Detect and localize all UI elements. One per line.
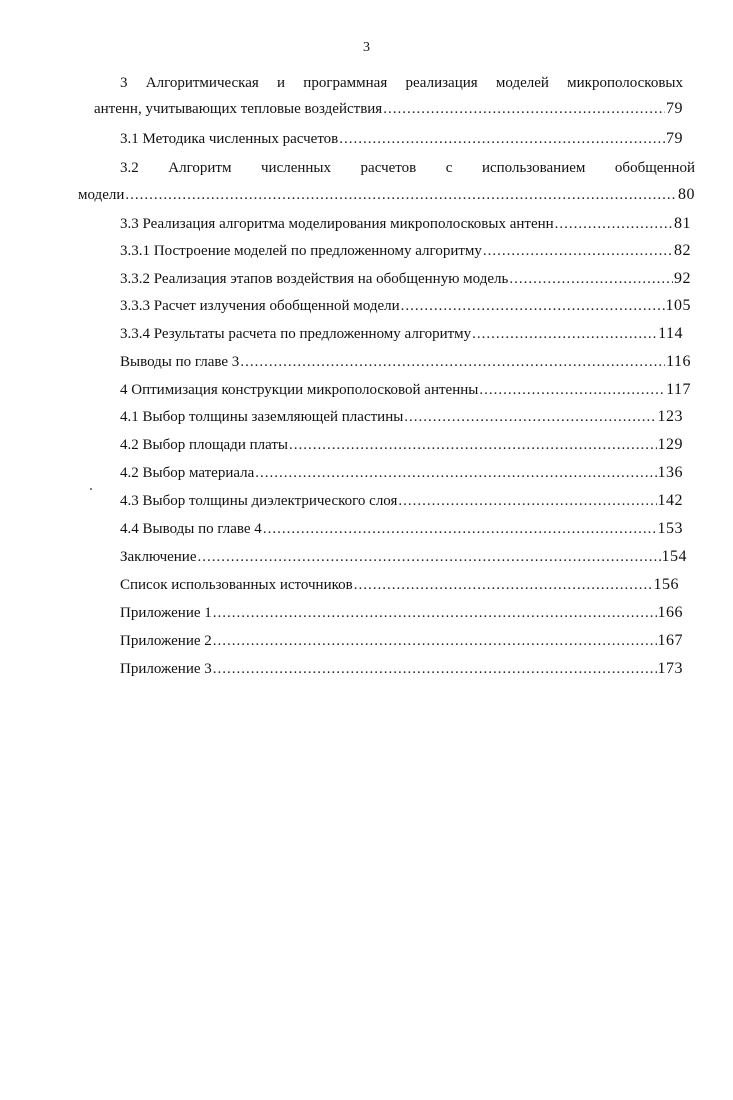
toc-entry-title: 3.3.2 Реализация этапов воздействия на обобщенную модель — [120, 271, 509, 287]
dot-leader — [383, 98, 665, 120]
toc-entry-page: 114 — [658, 325, 683, 342]
dot-leader — [483, 240, 673, 262]
dot-leader — [198, 546, 661, 568]
toc-entry-3-3-2 — [120, 268, 691, 290]
toc-entry-3-3-1 — [120, 240, 691, 262]
toc-entry-references — [120, 574, 679, 596]
toc-entry-3-2-cont — [78, 184, 695, 206]
toc-entry-3-2 — [120, 157, 695, 179]
toc-entry-page: 156 — [653, 576, 679, 593]
toc-entry-title: Приложение 3 — [120, 661, 212, 677]
toc-entry-page: 117 — [666, 381, 691, 398]
toc-entry-appendix-1 — [120, 602, 683, 624]
toc-entry-page: 82 — [674, 242, 691, 259]
toc-entry-page: 129 — [657, 436, 683, 453]
dot-leader — [398, 490, 656, 512]
toc-entry-appendix-3 — [120, 658, 683, 680]
dot-leader — [255, 462, 656, 484]
toc-entry-4 — [120, 379, 691, 401]
toc-entry-title: 3.3.3 Расчет излучения обобщенной модели — [120, 298, 400, 314]
toc-entry-page: 154 — [661, 548, 687, 565]
toc-entry-title: 4.1 Выбор толщины заземляющей пластины — [120, 409, 404, 425]
toc-entry-3-cont — [94, 98, 683, 120]
toc-entry-page: 80 — [678, 186, 695, 203]
dot-leader — [213, 602, 657, 624]
toc-entry-title: 3.3 Реализация алгоритма моделирования микрополосковых антенн — [120, 216, 554, 232]
toc-entry-4-2-material — [120, 462, 683, 484]
toc-entry-title-line1: 3.2 Алгоритм численных расчетов с использованием обобщенной — [120, 160, 695, 176]
dot-leader — [555, 213, 673, 235]
toc-entry-4-3 — [120, 490, 683, 512]
toc-entry-page: 167 — [657, 632, 683, 649]
dot-leader — [479, 379, 665, 401]
page-number: 3 — [363, 40, 370, 55]
toc-entry-page: 123 — [657, 408, 683, 425]
toc-entry-page: 116 — [666, 353, 691, 370]
toc-entry-appendix-2 — [120, 630, 683, 652]
toc-entry-3-3-3 — [120, 295, 691, 317]
toc-entry-title-line1: 3 Алгоритмическая и программная реализация моделей микрополосковых — [120, 75, 683, 91]
dot-leader — [240, 351, 665, 373]
toc-entry-title: антенн, учитывающих тепловые воздействия — [94, 101, 383, 117]
toc-entry-title: 4.2 Выбор площади платы — [120, 437, 289, 453]
toc-entry-title: 4.3 Выбор толщины диэлектрического слоя — [120, 493, 398, 509]
toc-entry-page: 173 — [657, 660, 683, 677]
toc-entry-page: 166 — [657, 604, 683, 621]
toc-entry-page: 153 — [657, 520, 683, 537]
dot-leader — [213, 658, 657, 680]
toc-entry-title: 3.3.4 Результаты расчета по предложенному алгоритму — [120, 326, 472, 342]
toc-entry-3-3 — [120, 213, 691, 235]
dot-leader — [401, 295, 665, 317]
toc-entry-title: 4 Оптимизация конструкции микрополосковой антенны — [120, 382, 479, 398]
dot-leader — [263, 518, 657, 540]
toc-entry-title: 3.3.1 Построение моделей по предложенному алгоритму — [120, 243, 482, 259]
toc-entry-page: 92 — [674, 270, 691, 287]
toc-entry-3 — [120, 72, 683, 94]
toc-entry-title: 3.1 Методика численных расчетов — [120, 131, 339, 147]
toc-entry-page: 81 — [674, 215, 691, 232]
toc-entry-page: 79 — [666, 100, 683, 117]
toc-entry-title: 4.2 Выбор материала — [120, 465, 255, 481]
dot-leader — [125, 184, 677, 206]
toc-entry-page: 105 — [665, 297, 691, 314]
toc-entry-title: Выводы по главе 3 — [120, 354, 240, 370]
scan-speck — [90, 488, 92, 490]
dot-leader — [339, 128, 665, 150]
dot-leader — [289, 434, 656, 456]
toc-entry-title: 4.4 Выводы по главе 4 — [120, 521, 262, 537]
toc-entry-title: модели — [78, 187, 125, 203]
toc-entry-conclusions-3 — [120, 351, 691, 373]
toc-entry-4-2-area — [120, 434, 683, 456]
dot-leader — [213, 630, 657, 652]
toc-entry-title: Заключение — [120, 549, 197, 565]
toc-entry-4-4 — [120, 518, 683, 540]
toc-entry-title: Список использованных источников — [120, 577, 353, 593]
dot-leader — [509, 268, 673, 290]
toc-entry-conclusion — [120, 546, 687, 568]
toc-entry-4-1 — [120, 406, 683, 428]
toc-entry-3-3-4 — [120, 323, 683, 345]
toc-entry-page: 79 — [666, 130, 683, 147]
toc-entry-title: Приложение 1 — [120, 605, 212, 621]
toc-entry-page: 136 — [657, 464, 683, 481]
dot-leader — [404, 406, 656, 428]
toc-entry-3-1 — [120, 128, 683, 150]
dot-leader — [472, 323, 657, 345]
dot-leader — [354, 574, 653, 596]
toc-entry-title: Приложение 2 — [120, 633, 212, 649]
toc-entry-page: 142 — [657, 492, 683, 509]
